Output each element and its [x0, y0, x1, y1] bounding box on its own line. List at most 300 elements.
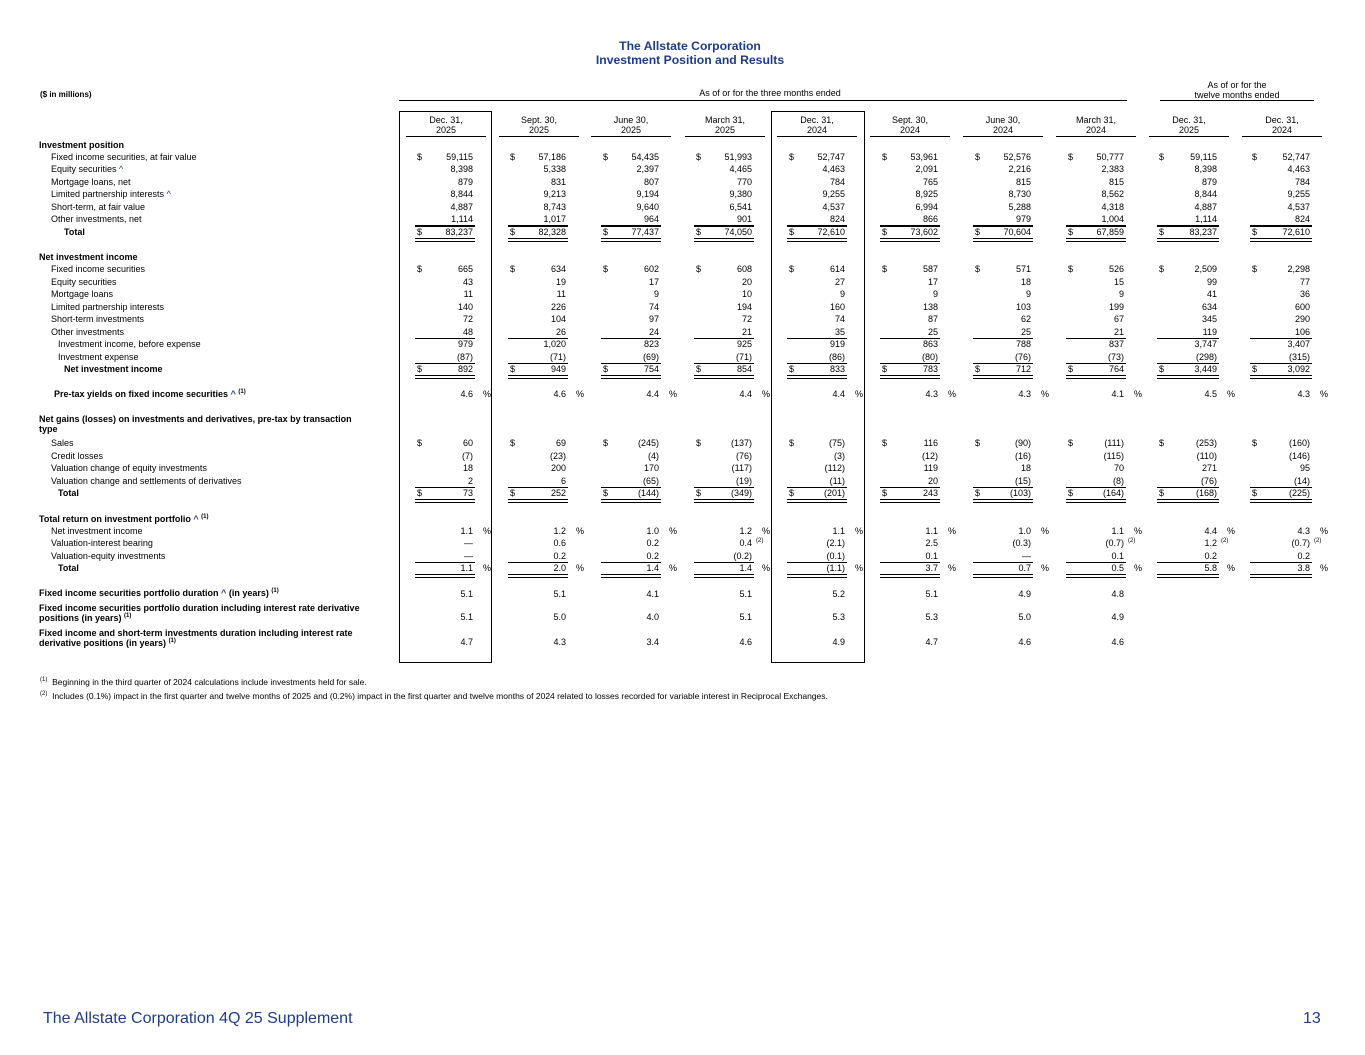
percent-sign: %: [948, 389, 957, 399]
table-cell: 20: [741, 277, 752, 287]
table-cell: 4,463: [822, 164, 845, 174]
table-cell: 5.8: [1204, 563, 1217, 573]
table-cell: 4.6: [1111, 637, 1124, 647]
currency-symbol: $: [975, 364, 981, 374]
table-cell: 0.7: [1018, 563, 1031, 573]
table-cell: 2,091: [915, 164, 938, 174]
table-cell: 8,398: [450, 164, 473, 174]
column-header-line2: 2024: [1085, 125, 1107, 135]
table-cell: 25: [1020, 327, 1031, 337]
footer-title: The Allstate Corporation 4Q 25 Supplement: [43, 1010, 353, 1027]
row-label: [54, 389, 246, 399]
footnote-marker: (1): [201, 514, 209, 520]
double-underline: [415, 574, 475, 578]
row-label: [51, 438, 74, 448]
underline: [508, 562, 568, 563]
twelve-months-rule: [1160, 100, 1314, 101]
row-label: [51, 476, 241, 486]
column-header-line2: 2024: [992, 125, 1014, 135]
column-header-line2: 2024: [806, 125, 828, 135]
table-cell: 1,114: [451, 214, 473, 224]
row-label-text: Mortgage loans: [51, 289, 114, 299]
row-label: [51, 214, 142, 224]
table-cell: 70: [1113, 463, 1124, 473]
table-cell: 1.4: [739, 563, 752, 573]
table-cell: (73): [1107, 352, 1124, 362]
footnote-1-marker: (1): [40, 677, 48, 684]
table-cell: 8,743: [543, 202, 566, 212]
column-header: [870, 115, 950, 137]
caret-marker: ^: [119, 164, 124, 174]
row-label: [51, 152, 197, 162]
table-cell: 271: [1201, 463, 1217, 473]
table-cell: 1.1: [925, 526, 938, 536]
column-header: [591, 115, 671, 137]
currency-symbol: $: [1252, 438, 1258, 448]
table-cell: —: [464, 551, 473, 561]
table-cell: 4.9: [832, 637, 845, 647]
currency-symbol: $: [975, 488, 981, 498]
table-cell: (110): [1196, 451, 1217, 461]
currency-symbol: $: [1159, 488, 1165, 498]
table-cell: 18: [1020, 277, 1031, 287]
table-cell: 70,604: [1003, 227, 1031, 237]
row-label-text: Total: [64, 227, 85, 237]
double-underline: [787, 375, 847, 379]
table-cell: (87): [456, 352, 473, 362]
table-cell: 17: [927, 277, 938, 287]
double-underline: [508, 499, 568, 503]
row-label: [51, 164, 123, 174]
table-cell: 19: [555, 277, 566, 287]
table-cell: 602: [643, 264, 659, 274]
percent-sign: %: [1041, 563, 1050, 573]
row-label: [51, 202, 145, 212]
table-cell: (80): [921, 352, 938, 362]
double-underline: [787, 238, 847, 242]
table-cell: 1,004: [1101, 214, 1124, 224]
column-header: [777, 115, 857, 137]
table-cell: 48: [462, 327, 473, 337]
percent-sign: %: [948, 563, 957, 573]
underline: [1250, 487, 1312, 488]
table-cell: 4.4: [646, 389, 659, 399]
table-cell: 95: [1299, 463, 1310, 473]
table-cell: 784: [829, 177, 845, 187]
column-header-line1: June 30,: [985, 115, 1021, 125]
report-subtitle: Investment Position and Results: [595, 53, 785, 67]
column-header-line2: 2025: [620, 125, 642, 135]
percent-sign: %: [1320, 526, 1329, 536]
currency-symbol: $: [603, 488, 609, 498]
table-cell: 9,640: [636, 202, 659, 212]
currency-symbol: $: [696, 227, 702, 237]
percent-sign: %: [1134, 526, 1143, 536]
table-cell: 52,747: [1282, 152, 1310, 162]
table-cell: 8,844: [1194, 189, 1217, 199]
table-cell: 17: [648, 277, 659, 287]
table-cell: 9,255: [822, 189, 845, 199]
row-label-text: Short-term investments: [51, 314, 145, 324]
currency-symbol: $: [510, 438, 516, 448]
table-cell: 8,844: [450, 189, 473, 199]
double-underline: [1250, 238, 1312, 242]
table-cell: 815: [1108, 177, 1124, 187]
percent-sign: %: [669, 389, 678, 399]
table-cell: 587: [922, 264, 938, 274]
double-underline: [694, 574, 754, 578]
column-header-line1: Sept. 30,: [520, 115, 558, 125]
underline: [415, 363, 475, 364]
table-cell: 784: [1294, 177, 1310, 187]
table-cell: 0.2: [1297, 551, 1310, 561]
row-label: [51, 451, 103, 461]
percent-sign: %: [1227, 526, 1236, 536]
duration3-label-line1: Fixed income and short-term investments duration including interest rate: [39, 628, 353, 638]
currency-symbol: $: [696, 264, 702, 274]
table-cell: 1.0: [1018, 526, 1031, 536]
currency-symbol: $: [1068, 488, 1074, 498]
caret-marker: ^: [230, 389, 236, 399]
table-cell: 4.5: [1204, 389, 1217, 399]
currency-symbol: $: [975, 264, 981, 274]
table-cell: (76): [1200, 476, 1217, 486]
table-cell: 25: [927, 327, 938, 337]
highlight-box-prior: [771, 111, 865, 663]
percent-sign: %: [762, 389, 771, 399]
percent-sign: %: [1227, 389, 1236, 399]
table-cell: (75): [828, 438, 845, 448]
table-cell: 4.3: [925, 389, 938, 399]
table-cell: 4.1: [1111, 389, 1124, 399]
table-cell: 8,398: [1194, 164, 1217, 174]
row-label: [58, 352, 139, 362]
footnote-2: [40, 691, 828, 701]
table-cell: 62: [1020, 314, 1031, 324]
column-header-line2: 2025: [435, 125, 457, 135]
percent-sign: %: [576, 526, 585, 536]
table-cell: 74: [648, 302, 659, 312]
table-cell: (16): [1014, 451, 1031, 461]
row-label: [51, 302, 164, 312]
table-cell: 67: [1113, 314, 1124, 324]
table-cell: —: [464, 538, 473, 548]
table-cell: 1.4: [646, 563, 659, 573]
table-cell: 252: [550, 488, 566, 498]
page-number: 13: [1303, 1010, 1321, 1027]
table-cell: (146): [1288, 451, 1310, 461]
table-cell: 9: [1118, 289, 1124, 299]
table-cell: (225): [1288, 488, 1310, 498]
table-cell: 4.1: [646, 589, 659, 599]
currency-symbol: $: [1068, 438, 1074, 448]
percent-sign: %: [483, 389, 492, 399]
underline: [601, 226, 661, 227]
table-cell: 21: [1113, 327, 1124, 337]
duration2-label-line2-wrap: [39, 613, 360, 623]
table-cell: (111): [1104, 438, 1124, 448]
table-cell: 3.7: [925, 563, 938, 573]
table-cell: 9: [653, 289, 659, 299]
table-cell: 4.9: [1018, 589, 1031, 599]
double-underline: [1066, 574, 1126, 578]
underline: [1066, 487, 1126, 488]
double-underline: [601, 375, 661, 379]
table-cell: 72,610: [1282, 227, 1310, 237]
percent-sign: %: [483, 526, 492, 536]
underline: [694, 226, 754, 227]
caret-marker: ^: [221, 588, 227, 598]
footnote-1-text: Beginning in the third quarter of 2024 calculations include investments held for sale.: [52, 677, 367, 687]
table-cell: (19): [735, 476, 752, 486]
currency-symbol: $: [510, 152, 516, 162]
table-cell: 3,449: [1194, 364, 1217, 374]
table-cell: 77,437: [631, 227, 659, 237]
currency-symbol: $: [603, 152, 609, 162]
table-cell: 4.4: [832, 389, 845, 399]
currency-symbol: $: [603, 364, 609, 374]
table-cell: 82,328: [538, 227, 566, 237]
table-cell: 1,020: [543, 339, 566, 349]
table-cell: 199: [1108, 302, 1124, 312]
percent-sign: %: [762, 563, 771, 573]
percent-sign: %: [1041, 526, 1050, 536]
table-cell: (298): [1195, 352, 1217, 362]
percent-sign: %: [1134, 389, 1143, 399]
table-cell: 770: [736, 177, 752, 187]
underline: [508, 226, 568, 227]
table-cell: 106: [1294, 327, 1310, 337]
table-cell: 815: [1015, 177, 1031, 187]
table-cell: 9,380: [729, 189, 752, 199]
footnote-marker: (1): [168, 638, 176, 644]
table-cell: 4.4: [1204, 526, 1217, 536]
currency-symbol: $: [1159, 264, 1165, 274]
row-label: [64, 364, 163, 374]
table-cell: (2.1): [826, 538, 845, 548]
column-header: [963, 115, 1043, 137]
column-header-line2: 2024: [1271, 125, 1293, 135]
table-cell: 5,338: [543, 164, 566, 174]
double-underline: [694, 238, 754, 242]
underline: [1157, 487, 1219, 488]
row-label-text: Net investment income: [64, 364, 163, 374]
table-cell: 608: [736, 264, 752, 274]
underline: [1066, 363, 1126, 364]
currency-symbol: $: [417, 227, 423, 237]
row-label-text: Valuation change of equity investments: [51, 463, 207, 473]
table-cell: 226: [550, 302, 566, 312]
table-cell: 0.1: [925, 551, 938, 561]
section-net-gains-line1: Net gains (losses) on investments and derivatives, pre-tax by transaction: [39, 414, 352, 424]
row-label: [64, 227, 85, 237]
currency-symbol: $: [882, 438, 888, 448]
table-cell: 35: [834, 327, 845, 337]
row-label-text: Equity securities: [51, 164, 117, 174]
table-cell: 9,213: [543, 189, 566, 199]
table-cell: 41: [1206, 289, 1217, 299]
table-cell: 60: [462, 438, 473, 448]
row-label-text: Investment income, before expense: [58, 339, 201, 349]
table-cell: 2,509: [1194, 264, 1217, 274]
table-cell: 4.3: [1297, 389, 1310, 399]
table-cell: 824: [1294, 214, 1310, 224]
table-cell: 194: [736, 302, 752, 312]
table-cell: 1.1: [460, 526, 473, 536]
underline: [1157, 562, 1219, 563]
column-header-line1: Dec. 31,: [1172, 115, 1206, 125]
percent-sign: %: [1320, 563, 1329, 573]
column-header-line1: March 31,: [1075, 115, 1117, 125]
table-cell: 15: [1113, 277, 1124, 287]
currency-symbol: $: [696, 438, 702, 448]
table-cell: 83,237: [445, 227, 473, 237]
footnote-marker: (1): [124, 613, 132, 619]
table-cell: (164): [1102, 488, 1124, 498]
double-underline: [787, 499, 847, 503]
table-cell: 1.2: [1204, 538, 1217, 548]
row-label: [51, 538, 153, 548]
table-cell: 18: [1020, 463, 1031, 473]
table-cell: 919: [829, 339, 845, 349]
table-cell: 290: [1294, 314, 1310, 324]
row-label: [51, 189, 171, 199]
underline: [1250, 562, 1312, 563]
table-cell: 5.1: [460, 612, 473, 622]
percent-sign: %: [1041, 389, 1050, 399]
column-header-line2: 2025: [714, 125, 736, 135]
table-cell: 5.1: [739, 612, 752, 622]
row-label: [51, 264, 145, 274]
table-cell: 50,777: [1096, 152, 1124, 162]
table-cell: 345: [1201, 314, 1217, 324]
underline: [415, 562, 475, 563]
double-underline: [880, 574, 940, 578]
underline: [973, 363, 1033, 364]
table-cell: 866: [922, 214, 938, 224]
double-underline: [973, 238, 1033, 242]
table-cell: 140: [457, 302, 473, 312]
table-cell: 119: [923, 463, 938, 473]
table-cell: 4.7: [925, 637, 938, 647]
table-cell: (71): [549, 352, 566, 362]
row-label-text: Net investment income: [51, 526, 143, 536]
table-cell: 73,602: [910, 227, 938, 237]
underline: [973, 226, 1033, 227]
duration2-label-line1: Fixed income securities portfolio duration including interest rate derivative: [39, 603, 360, 613]
table-cell: 160: [829, 302, 845, 312]
table-cell: 807: [643, 177, 659, 187]
double-underline: [694, 375, 754, 379]
footnote-2-text: Includes (0.1%) impact in the first quarter and twelve months of 2025 and (0.2%) impact in the first quarter and twelve months of 2024 related to losses recorded for variable interest in Reciprocal Exchanges.: [52, 691, 828, 701]
double-underline: [508, 574, 568, 578]
table-cell: (0.3): [1012, 538, 1031, 548]
table-cell: 2.5: [925, 538, 938, 548]
table-cell: 73: [462, 488, 473, 498]
currency-symbol: $: [789, 227, 795, 237]
table-cell: (0.2): [733, 551, 752, 561]
table-cell: 3.8: [1297, 563, 1310, 573]
table-cell: (103): [1009, 488, 1031, 498]
currency-symbol: $: [1252, 264, 1258, 274]
table-cell: 72,610: [817, 227, 845, 237]
table-cell: (112): [824, 463, 845, 473]
currency-symbol: $: [510, 488, 516, 498]
currency-symbol: $: [1159, 152, 1165, 162]
table-cell: (168): [1195, 488, 1217, 498]
row-label: [51, 327, 124, 337]
table-cell: 634: [550, 264, 566, 274]
units-label: ($ in millions): [40, 90, 92, 99]
underline: [1066, 226, 1126, 227]
table-cell: 1.1: [460, 563, 473, 573]
table-cell: 52,747: [817, 152, 845, 162]
table-cell: 54,435: [631, 152, 659, 162]
table-cell: 5.1: [739, 589, 752, 599]
table-cell: 571: [1015, 264, 1031, 274]
section-investment-position: Investment position: [39, 140, 125, 150]
table-cell: (315): [1288, 352, 1310, 362]
section-total-return-label: Total return on investment portfolio: [39, 514, 191, 524]
percent-sign: %: [855, 389, 864, 399]
table-cell: 9: [1025, 289, 1031, 299]
currency-symbol: $: [417, 364, 423, 374]
table-cell: 4.3: [1297, 526, 1310, 536]
highlight-box-current: [399, 111, 492, 663]
table-cell: 4.0: [646, 612, 659, 622]
table-cell: 979: [457, 339, 473, 349]
table-cell: 925: [736, 339, 752, 349]
table-cell: (8): [1113, 476, 1124, 486]
table-cell: 4.6: [553, 389, 566, 399]
underline: [508, 487, 568, 488]
currency-symbol: $: [1159, 364, 1165, 374]
percent-sign: %: [762, 526, 771, 536]
currency-symbol: $: [789, 364, 795, 374]
table-cell: 8,730: [1008, 189, 1031, 199]
table-cell: 0.1: [1111, 551, 1124, 561]
table-cell: 0.2: [646, 551, 659, 561]
currency-symbol: $: [603, 438, 609, 448]
table-cell: 1,114: [1195, 214, 1217, 224]
table-cell: 9,194: [636, 189, 659, 199]
duration3-label: [39, 628, 353, 648]
table-cell: (12): [921, 451, 938, 461]
table-cell: 526: [1108, 264, 1124, 274]
caret-marker: ^: [166, 189, 171, 199]
double-underline: [1157, 499, 1219, 503]
underline: [694, 487, 754, 488]
table-cell: 103: [1015, 302, 1031, 312]
table-cell: (65): [642, 476, 659, 486]
section-net-gains-line2: type: [39, 424, 58, 434]
row-label-text: Other investments, net: [51, 214, 142, 224]
table-cell: 783: [922, 364, 938, 374]
column-header-line2: 2024: [899, 125, 921, 135]
double-underline: [508, 238, 568, 242]
table-cell: 6,541: [729, 202, 752, 212]
underline: [787, 226, 847, 227]
double-underline: [508, 375, 568, 379]
table-cell: 138: [922, 302, 938, 312]
table-cell: 3,407: [1287, 339, 1310, 349]
table-cell: 5.1: [460, 589, 473, 599]
table-cell: 99: [1206, 277, 1217, 287]
row-label: [51, 526, 143, 536]
table-cell: (0.7): [1291, 538, 1310, 548]
double-underline: [973, 574, 1033, 578]
table-cell: 901: [736, 214, 752, 224]
